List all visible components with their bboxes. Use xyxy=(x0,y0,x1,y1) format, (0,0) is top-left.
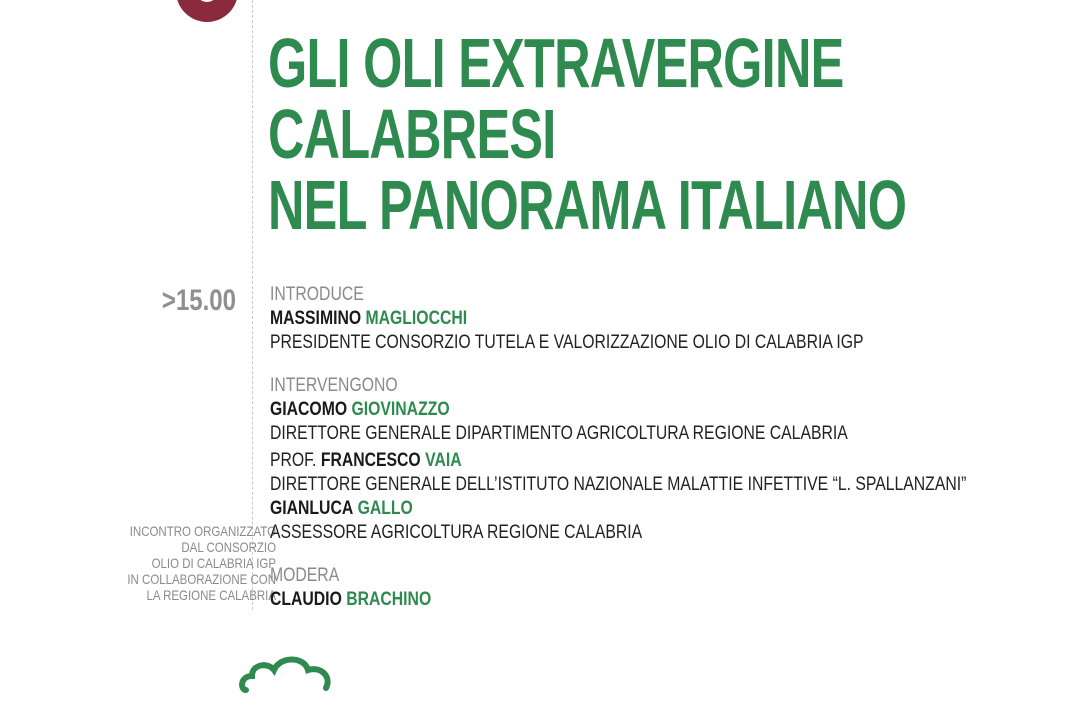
title-line-1: GLI OLI EXTRAVERGINE xyxy=(268,24,844,102)
speaker-first-name: FRANCESCO xyxy=(320,450,421,471)
organizer-note-line: OLIO DI CALABRIA IGP xyxy=(151,555,276,571)
speaker-first-name: GIACOMO xyxy=(270,399,348,420)
title-line-2: CALABRESI xyxy=(268,95,556,173)
speaker-role: DIRETTORE GENERALE DELL’ISTITUTO NAZIONALE MALATTIE INFETTIVE “L. SPALLANZANI” xyxy=(270,474,967,495)
number-badge-icon xyxy=(176,0,238,22)
speaker-last-name: GALLO xyxy=(357,498,413,519)
event-time: >15.00 xyxy=(161,284,236,317)
speaker-first-name: CLAUDIO xyxy=(270,589,342,610)
speaker-last-name: MAGLIOCCHI xyxy=(365,308,468,329)
modera-label: MODERA xyxy=(270,565,340,586)
intervengono-label: INTERVENGONO xyxy=(270,375,398,396)
speaker-last-name: GIOVINAZZO xyxy=(351,399,450,420)
speaker-name xyxy=(270,307,966,331)
cloud-logo-icon xyxy=(238,650,338,710)
organizer-note-line: DAL CONSORZIO xyxy=(181,539,276,555)
speaker-name xyxy=(270,588,966,612)
organizer-note xyxy=(82,523,276,603)
page-title xyxy=(268,24,907,244)
organizer-note-line: LA REGIONE CALABRIA xyxy=(146,587,276,603)
introduce-label: INTRODUCE xyxy=(270,284,364,305)
divider-line xyxy=(252,0,253,610)
speaker-first-name: MASSIMINO xyxy=(270,308,362,329)
organizer-note-line: IN COLLABORAZIONE CON xyxy=(127,571,276,587)
title-line-3: NEL PANORAMA ITALIANO xyxy=(268,166,907,244)
speaker-last-name: VAIA xyxy=(425,450,462,471)
speaker-role: ASSESSORE AGRICOLTURA REGIONE CALABRIA xyxy=(270,522,643,543)
program-list xyxy=(270,283,966,612)
organizer-note-line: INCONTRO ORGANIZZATO xyxy=(129,523,276,539)
speaker-name xyxy=(270,497,966,521)
speaker-last-name: BRACHINO xyxy=(346,589,432,610)
speaker-name xyxy=(270,449,966,473)
speaker-role: PRESIDENTE CONSORZIO TUTELA E VALORIZZAZIONE OLIO DI CALABRIA IGP xyxy=(270,332,864,353)
speaker-name xyxy=(270,398,966,422)
speaker-role: DIRETTORE GENERALE DIPARTIMENTO AGRICOLTURA REGIONE CALABRIA xyxy=(270,423,848,444)
speaker-first-name: GIANLUCA xyxy=(270,498,354,519)
speaker-prefix: PROF. xyxy=(270,450,321,471)
